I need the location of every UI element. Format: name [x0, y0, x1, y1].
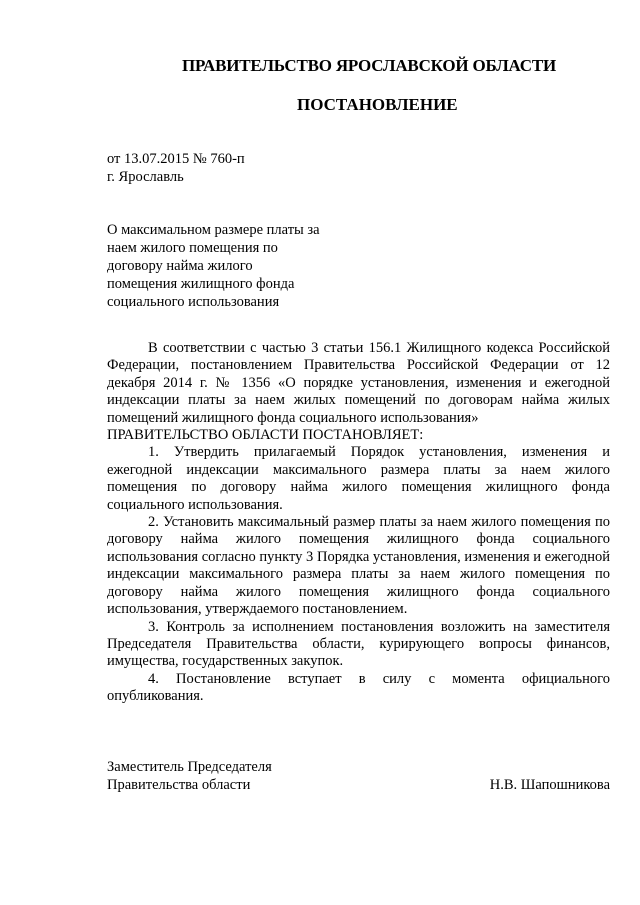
government-title: ПРАВИТЕЛЬСТВО ЯРОСЛАВСКОЙ ОБЛАСТИ [182, 56, 557, 75]
signer-name: Н.В. Шапошникова [489, 777, 610, 793]
signer-position-line2: Правительства области [107, 777, 251, 793]
subject-line: наем жилого помещения по [107, 240, 278, 256]
city: г. Ярославль [107, 169, 184, 185]
item-4: 4. Постановление вступает в силу с момента официального опубликования. [107, 670, 610, 705]
subject-line: О максимальном размере платы за [107, 222, 320, 238]
preamble: В соответствии с частью 3 статьи 156.1 Жилищного кодекса Российской Федерации, постановлением Правительства Российской Федерации от 12 декабря 2014 г. № 1356 «О порядке установления, изменения и ежегодной индексации платы за наем жилых помещений по договорам найма жилых помещений жилищного фонда социального использования» [107, 340, 610, 426]
item-1: 1. Утвердить прилагаемый Порядок установления, изменения и ежегодной индексации максимального размера платы за наем жилого помещения по договору найма жилого помещения жилищного фонда социального использования. [107, 444, 610, 513]
subject-line: договору найма жилого [107, 258, 253, 274]
signature-block [107, 758, 610, 794]
document-meta [107, 150, 245, 186]
signer-position-line1: Заместитель Председателя [107, 759, 272, 775]
document-body [107, 340, 610, 706]
item-2: 2. Установить максимальный размер платы за наем жилого помещения по договору найма жилого помещения жилищного фонда социального использования согласно пункту 3 Порядка установления, изменения и ежегодной индексации максимального размера платы за наем жилого помещения по договору найма жилого помещения жилищного фонда социального использования, утверждаемого постановлением. [107, 514, 610, 618]
document-type: ПОСТАНОВЛЕНИЕ [297, 95, 458, 114]
subject-line: помещения жилищного фонда [107, 276, 295, 292]
subject-line: социального использования [107, 294, 280, 310]
ruling-heading: ПРАВИТЕЛЬСТВО ОБЛАСТИ ПОСТАНОВЛЯЕТ: [107, 427, 424, 444]
date-number: от 13.07.2015 № 760-п [107, 151, 245, 167]
document-subject [107, 221, 347, 311]
item-3: 3. Контроль за исполнением постановления возложить на заместителя Председателя Правительства области, курирующего вопросы финансов, имущества, государственных закупок. [107, 618, 610, 670]
